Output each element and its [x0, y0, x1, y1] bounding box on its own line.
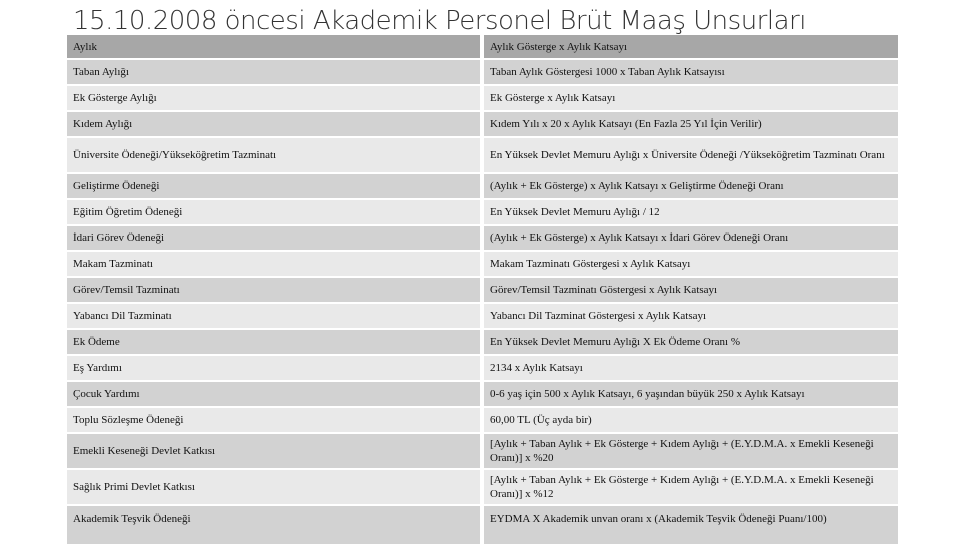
table-row [67, 111, 898, 137]
row-label: Akademik Teşvik Ödeneği [67, 505, 482, 545]
row-label: Yabancı Dil Tazminatı [67, 303, 482, 329]
row-formula: Görev/Temsil Tazminatı Göstergesi x Aylık Katsayı [482, 277, 898, 303]
table-row [67, 355, 898, 381]
salary-table [67, 35, 898, 546]
table-row [67, 433, 898, 469]
row-label: Üniversite Ödeneği/Yükseköğretim Tazminatı [67, 137, 482, 173]
table-row [67, 59, 898, 85]
table-row [67, 329, 898, 355]
table-row [67, 251, 898, 277]
row-formula: 2134 x Aylık Katsayı [482, 355, 898, 381]
row-label: Ek Gösterge Aylığı [67, 85, 482, 111]
row-label: Görev/Temsil Tazminatı [67, 277, 482, 303]
table-row [67, 137, 898, 173]
row-formula: En Yüksek Devlet Memuru Aylığı X Ek Ödeme Oranı % [482, 329, 898, 355]
row-formula: EYDMA X Akademik unvan oranı x (Akademik Teşvik Ödeneği Puanı/100) [482, 505, 898, 545]
row-formula: Ek Gösterge x Aylık Katsayı [482, 85, 898, 111]
row-formula: (Aylık + Ek Gösterge) x Aylık Katsayı x Geliştirme Ödeneği Oranı [482, 173, 898, 199]
header-cell-right: Aylık Gösterge x Aylık Katsayı [482, 35, 898, 59]
row-formula: En Yüksek Devlet Memuru Aylığı / 12 [482, 199, 898, 225]
row-formula: 0-6 yaş için 500 x Aylık Katsayı, 6 yaşından büyük 250 x Aylık Katsayı [482, 381, 898, 407]
row-label: Toplu Sözleşme Ödeneği [67, 407, 482, 433]
row-formula: Kıdem Yılı x 20 x Aylık Katsayı (En Fazla 25 Yıl İçin Verilir) [482, 111, 898, 137]
row-label: Çocuk Yardımı [67, 381, 482, 407]
row-formula: En Yüksek Devlet Memuru Aylığı x Üniversite Ödeneği /Yükseköğretim Tazminatı Oranı [482, 137, 898, 173]
row-formula: (Aylık + Ek Gösterge) x Aylık Katsayı x İdari Görev Ödeneği Oranı [482, 225, 898, 251]
page-title: 15.10.2008 öncesi Akademik Personel Brüt Maaş Unsurları [73, 6, 806, 36]
row-formula: 60,00 TL (Üç ayda bir) [482, 407, 898, 433]
row-label: Kıdem Aylığı [67, 111, 482, 137]
row-label: Ek Ödeme [67, 329, 482, 355]
row-formula: [Aylık + Taban Aylık + Ek Gösterge + Kıdem Aylığı + (E.Y.D.M.A. x Emekli Keseneği Oranı)] x %20 [482, 433, 898, 469]
table-row [67, 199, 898, 225]
row-label: Eş Yardımı [67, 355, 482, 381]
table-row [67, 173, 898, 199]
table-row [67, 225, 898, 251]
table-row [67, 407, 898, 433]
row-label: Geliştirme Ödeneği [67, 173, 482, 199]
row-formula: Taban Aylık Göstergesi 1000 x Taban Aylık Katsayısı [482, 59, 898, 85]
table-row [67, 277, 898, 303]
row-formula: Yabancı Dil Tazminat Göstergesi x Aylık Katsayı [482, 303, 898, 329]
row-label: Makam Tazminatı [67, 251, 482, 277]
table-row [67, 381, 898, 407]
header-cell-left: Aylık [67, 35, 482, 59]
table-row [67, 505, 898, 545]
table-header-row [67, 35, 898, 59]
row-formula: Makam Tazminatı Göstergesi x Aylık Katsayı [482, 251, 898, 277]
row-label: Emekli Keseneği Devlet Katkısı [67, 433, 482, 469]
table-row [67, 469, 898, 505]
table-row [67, 303, 898, 329]
row-formula: [Aylık + Taban Aylık + Ek Gösterge + Kıdem Aylığı + (E.Y.D.M.A. x Emekli Keseneği Oranı)] x %12 [482, 469, 898, 505]
row-label: Taban Aylığı [67, 59, 482, 85]
row-label: İdari Görev Ödeneği [67, 225, 482, 251]
row-label: Eğitim Öğretim Ödeneği [67, 199, 482, 225]
table-row [67, 85, 898, 111]
row-label: Sağlık Primi Devlet Katkısı [67, 469, 482, 505]
